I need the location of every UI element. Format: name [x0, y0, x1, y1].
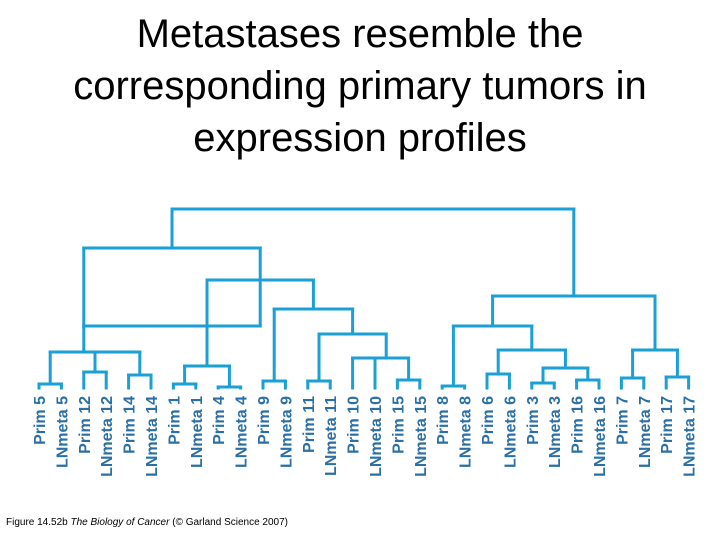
leaf-label: LNmeta 6: [502, 396, 520, 469]
leaf-label: Prim 16: [569, 396, 587, 454]
caption-copyright: (© Garland Science 2007): [172, 517, 288, 528]
leaf-label: LNmeta 3: [547, 396, 565, 469]
leaf-label: Prim 10: [345, 396, 363, 454]
leaf-label: Prim 1: [166, 396, 184, 445]
leaf-label: Prim 9: [256, 396, 273, 445]
leaf-label: Prim 3: [524, 396, 542, 445]
leaf-label: LNmeta 7: [636, 396, 654, 469]
leaf-label: LNmeta 5: [54, 396, 72, 469]
leaf-label: Prim 6: [480, 396, 497, 445]
caption-figure-number: Figure 14.52b: [6, 517, 68, 528]
leaf-label: Prim 15: [390, 396, 408, 454]
leaf-label: LNmeta 17: [681, 396, 699, 477]
leaf-label: LNmeta 10: [368, 396, 385, 477]
title-line-2: corresponding primary tumors in: [73, 64, 647, 108]
leaf-label: Prim 11: [300, 396, 318, 453]
caption-book-title: The Biology of Cancer: [70, 517, 170, 528]
leaf-label: LNmeta 16: [592, 396, 609, 477]
leaf-label: Prim 12: [76, 396, 94, 454]
leaf-label: LNmeta 8: [457, 396, 475, 469]
leaf-label: Prim 5: [32, 396, 49, 445]
leaf-label: LNmeta 11: [323, 396, 341, 477]
leaf-label: LNmeta 12: [99, 396, 117, 477]
leaf-label: LNmeta 9: [278, 396, 296, 469]
leaf-label: Prim 7: [614, 396, 632, 445]
leaf-label: Prim 14: [121, 396, 139, 454]
leaf-label: LNmeta 4: [233, 396, 251, 469]
title-line-3: expression profiles: [193, 116, 527, 160]
leaf-label: LNmeta 15: [412, 396, 430, 477]
leaf-label: Prim 17: [659, 396, 677, 454]
leaf-label: LNmeta 1: [188, 396, 206, 469]
leaf-label: LNmeta 14: [144, 396, 161, 477]
leaf-label: Prim 8: [435, 396, 453, 445]
title-line-1: Metastases resemble the: [136, 12, 584, 56]
leaf-label: Prim 4: [211, 396, 229, 445]
figure-caption: [6, 517, 288, 528]
